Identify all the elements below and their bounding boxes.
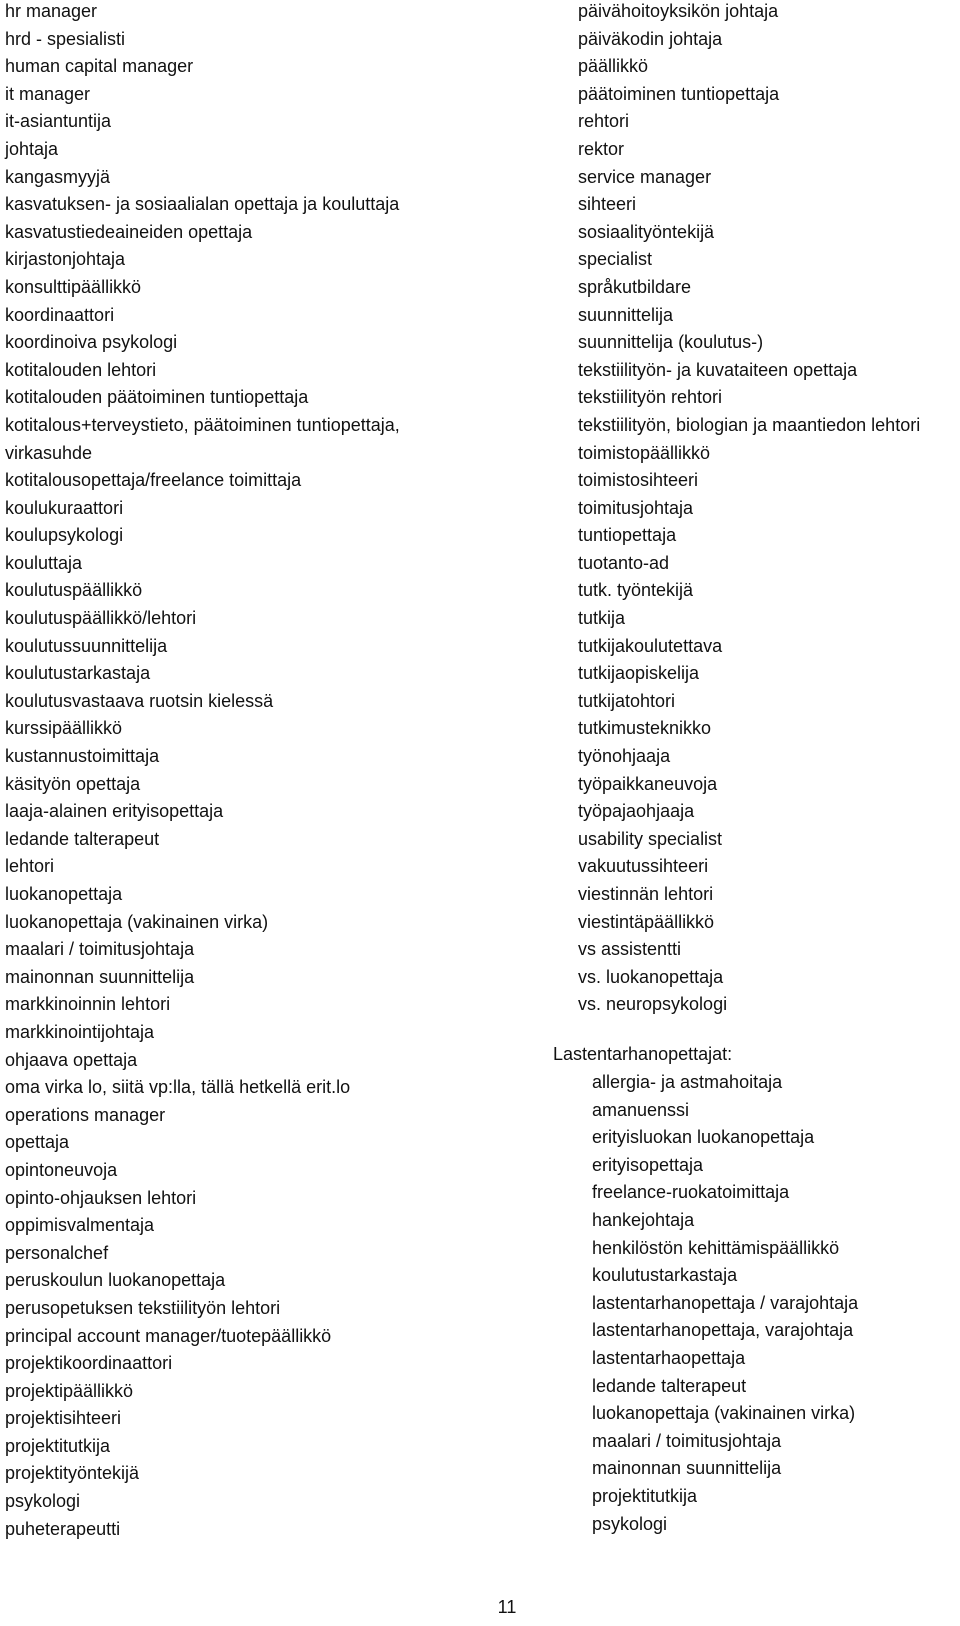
left-column-list	[5, 0, 525, 1545]
list-item: viestinnän lehtori	[578, 884, 714, 904]
list-item: virkasuhde	[5, 442, 93, 463]
list-item: tekstiilityön- ja kuvataiteen opettaja	[578, 359, 858, 380]
list-item: markkinoinnin lehtori	[5, 994, 171, 1015]
list-item: koordinaattori	[5, 304, 115, 325]
list-item: koulutusvastaava ruotsin kielessä	[5, 690, 274, 711]
list-item: kouluttaja	[5, 552, 83, 573]
list-item: rektor	[578, 138, 625, 159]
list-item: käsityön opettaja	[5, 773, 141, 794]
list-item: allergia- ja astmahoitaja	[592, 1072, 783, 1092]
list-item: projektikoordinaattori	[5, 1353, 173, 1374]
list-item: rehtori	[578, 111, 630, 132]
list-item: tutkija	[578, 608, 626, 629]
page-number: 11	[497, 1597, 517, 1617]
list-item: projektisihteeri	[5, 1408, 122, 1429]
list-item: koordinoiva psykologi	[5, 332, 178, 353]
list-item: laaja-alainen erityisopettaja	[5, 801, 224, 822]
list-item: kurssipäällikkö	[5, 718, 123, 739]
list-item: koulutuspäällikkö	[5, 580, 143, 601]
list-item: lastentarhaopettaja	[592, 1347, 746, 1368]
list-item: projektityöntekijä	[5, 1463, 140, 1484]
list-item: maalari / toimitusjohtaja	[592, 1430, 782, 1451]
list-item: tuotanto-ad	[578, 552, 670, 573]
list-item: psykologi	[5, 1491, 81, 1512]
list-item: maalari / toimitusjohtaja	[5, 939, 195, 960]
list-item: kotitalouden lehtori	[5, 359, 157, 380]
list-item: hankejohtaja	[592, 1209, 695, 1230]
list-item: toimistosihteeri	[578, 470, 699, 491]
list-item: suunnittelija (koulutus-)	[578, 332, 764, 353]
list-item: oppimisvalmentaja	[5, 1215, 155, 1236]
list-item: tutkijaopiskelija	[578, 663, 700, 684]
list-item: lastentarhanopettaja, varajohtaja	[592, 1320, 854, 1341]
list-item: koulutustarkastaja	[592, 1265, 738, 1286]
list-item: peruskoulun luokanopettaja	[5, 1270, 226, 1291]
list-item: päällikkö	[578, 56, 649, 77]
list-item: kangasmyyjä	[5, 166, 111, 187]
list-item: luokanopettaja (vakinainen virka)	[5, 911, 269, 932]
list-item: opettaja	[5, 1132, 70, 1153]
list-item: amanuenssi	[592, 1099, 690, 1120]
list-item: tuntiopettaja	[578, 525, 677, 546]
section-list	[592, 1071, 952, 1540]
list-item: konsulttipäällikkö	[5, 276, 142, 297]
list-item: koulukuraattori	[5, 497, 124, 518]
list-item: service manager	[578, 166, 712, 187]
list-item: lastentarhanopettaja / varajohtaja	[592, 1292, 859, 1313]
list-item: tutkimusteknikko	[578, 718, 712, 739]
list-item: operations manager	[5, 1104, 166, 1125]
list-item: koulutussuunnittelija	[5, 635, 168, 656]
list-item: kustannustoimittaja	[5, 746, 160, 767]
list-item: erityisluokan luokanopettaja	[592, 1127, 815, 1148]
list-item: ohjaava opettaja	[5, 1049, 138, 1070]
list-item: johtaja	[5, 138, 59, 159]
list-item: vs. luokanopettaja	[578, 966, 724, 987]
list-item: lehtori	[5, 856, 55, 877]
list-item: päiväkodin johtaja	[578, 28, 723, 49]
list-item: projektitutkija	[592, 1485, 698, 1506]
list-item: koulupsykologi	[5, 525, 124, 546]
list-item: mainonnan suunnittelija	[592, 1458, 782, 1479]
list-item: kasvatuksen- ja sosiaalialan opettaja ja kouluttaja	[5, 194, 400, 215]
list-item: koulutustarkastaja	[5, 663, 151, 684]
list-item: sihteeri	[578, 194, 637, 215]
list-item: språkutbildare	[578, 276, 692, 297]
list-item: it manager	[5, 83, 91, 104]
list-item: vs. neuropsykologi	[578, 994, 728, 1015]
section-heading: Lastentarhanopettajat:	[553, 1044, 733, 1064]
list-item: koulutuspäällikkö/lehtori	[5, 608, 197, 629]
list-item: freelance-ruokatoimittaja	[592, 1182, 790, 1203]
right-column-list	[578, 0, 958, 1021]
list-item: kotitalousopettaja/freelance toimittaja	[5, 470, 302, 491]
list-item: kotitalouden päätoiminen tuntiopettaja	[5, 387, 309, 408]
list-item: psykologi	[592, 1513, 668, 1534]
list-item: ledande talterapeut	[5, 828, 160, 849]
list-item: toimitusjohtaja	[578, 497, 694, 518]
list-item: vakuutussihteeri	[578, 856, 709, 877]
list-item: kirjastonjohtaja	[5, 249, 126, 270]
list-item: luokanopettaja	[5, 884, 123, 904]
list-item: työpajaohjaaja	[578, 801, 695, 822]
list-item: opinto-ohjauksen lehtori	[5, 1187, 197, 1208]
list-item: hrd - spesialisti	[5, 28, 126, 49]
list-item: viestintäpäällikkö	[578, 911, 715, 932]
list-item: työpaikkaneuvoja	[578, 773, 718, 794]
list-item: markkinointijohtaja	[5, 1021, 155, 1042]
list-item: projektipäällikkö	[5, 1380, 134, 1401]
list-item: specialist	[578, 249, 653, 270]
list-item: projektitutkija	[5, 1435, 111, 1456]
list-item: päätoiminen tuntiopettaja	[578, 83, 780, 104]
list-item: opintoneuvoja	[5, 1159, 118, 1180]
list-item: tekstiilityön rehtori	[578, 387, 723, 408]
list-item: kasvatustiedeaineiden opettaja	[5, 221, 253, 242]
list-item: päivähoitoyksikön johtaja	[578, 1, 779, 21]
list-item: henkilöstön kehittämispäällikkö	[592, 1237, 840, 1258]
list-item: ledande talterapeut	[592, 1375, 747, 1396]
list-item: tutk. työntekijä	[578, 580, 694, 601]
list-item: personalchef	[5, 1242, 109, 1263]
list-item: kotitalous+terveystieto, päätoiminen tuntiopettaja,	[5, 414, 400, 435]
list-item: sosiaalityöntekijä	[578, 221, 715, 242]
list-item: työnohjaaja	[578, 746, 671, 767]
list-item: vs assistentti	[578, 939, 682, 960]
list-item: tekstiilityön, biologian ja maantiedon lehtori	[578, 414, 921, 435]
list-item: human capital manager	[5, 56, 194, 77]
list-item: erityisopettaja	[592, 1154, 704, 1175]
list-item: oma virka lo, siitä vp:lla, tällä hetkellä erit.lo	[5, 1077, 351, 1098]
list-item: principal account manager/tuotepäällikkö	[5, 1325, 332, 1346]
list-item: tutkijakoulutettava	[578, 635, 723, 656]
list-item: perusopetuksen tekstiilityön lehtori	[5, 1297, 281, 1318]
list-item: luokanopettaja (vakinainen virka)	[592, 1403, 856, 1424]
list-item: hr manager	[5, 1, 98, 21]
list-item: tutkijatohtori	[578, 690, 676, 711]
list-item: toimistopäällikkö	[578, 442, 711, 463]
list-item: puheterapeutti	[5, 1518, 121, 1539]
list-item: suunnittelija	[578, 304, 674, 325]
list-item: usability specialist	[578, 828, 723, 849]
list-item: it-asiantuntija	[5, 111, 112, 132]
list-item: mainonnan suunnittelija	[5, 966, 195, 987]
